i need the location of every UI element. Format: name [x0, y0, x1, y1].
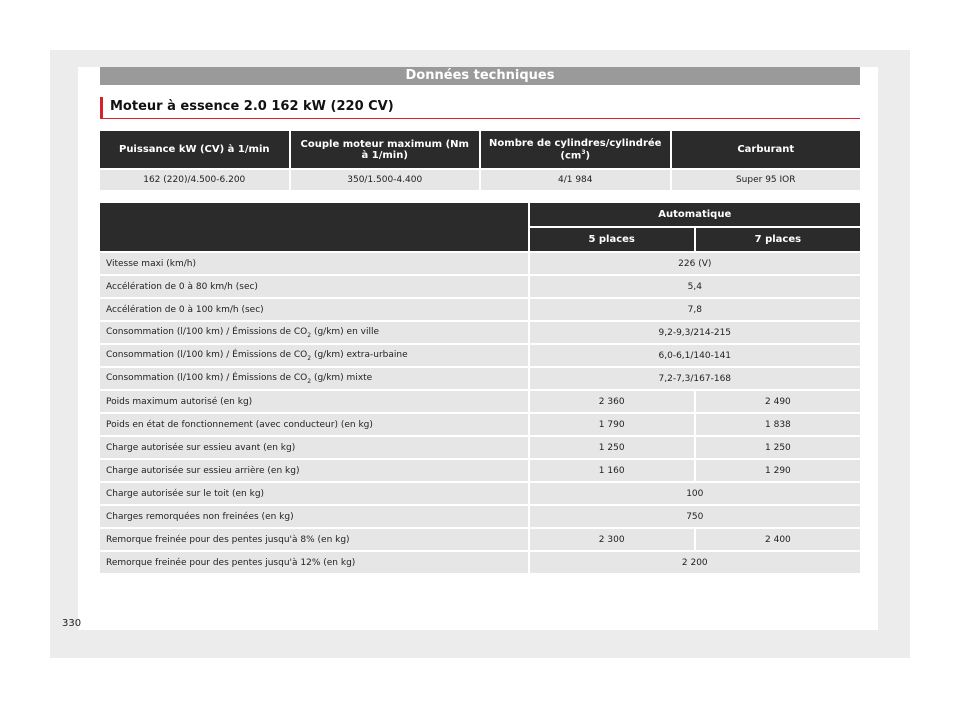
row-label-part-a: Consommation (l/100 km) / Émissions de CO — [106, 372, 308, 383]
row-value: 5,4 — [530, 276, 860, 297]
row-value: 2 200 — [530, 552, 860, 573]
row-label — [100, 345, 528, 366]
column-header-power: Puissance kW (CV) à 1/min — [100, 131, 289, 168]
row-value-5-places: 1 790 — [530, 414, 694, 435]
table-row — [100, 299, 860, 320]
table-row — [100, 322, 860, 343]
row-label — [100, 322, 528, 343]
row-value: 226 (V) — [530, 253, 860, 274]
row-label: Vitesse maxi (km/h) — [100, 253, 528, 274]
row-label: Charge autorisée sur essieu avant (en kg) — [100, 437, 528, 458]
row-label-part-a: Consommation (l/100 km) / Émissions de CO — [106, 326, 308, 337]
row-value: 7,8 — [530, 299, 860, 320]
sub-header-5-places: 5 places — [530, 228, 694, 251]
column-header-cylinders — [481, 131, 670, 168]
row-value-7-places: 1 838 — [696, 414, 860, 435]
table-row — [100, 552, 860, 573]
table-row — [100, 391, 860, 412]
cell-power: 162 (220)/4.500-6.200 — [100, 170, 289, 190]
row-value: 9,2-9,3/214-215 — [530, 322, 860, 343]
table-row — [100, 276, 860, 297]
performance-table — [98, 201, 862, 575]
row-value-7-places: 2 400 — [696, 529, 860, 550]
page-number: 330 — [62, 618, 82, 629]
table-row — [100, 529, 860, 550]
table-row — [100, 437, 860, 458]
section-title-rule — [103, 118, 860, 119]
performance-table-body — [100, 253, 860, 573]
row-label — [100, 368, 528, 389]
row-label: Charge autorisée sur essieu arrière (en kg) — [100, 460, 528, 481]
row-label: Remorque freinée pour des pentes jusqu'à 8% (en kg) — [100, 529, 528, 550]
co2-subscript: 2 — [307, 354, 312, 362]
cylinders-header-sup: 3 — [581, 148, 586, 156]
co2-subscript: 2 — [307, 377, 312, 385]
row-value-5-places: 1 250 — [530, 437, 694, 458]
table-row — [100, 170, 860, 190]
row-label-part-b: (g/km) en ville — [311, 326, 380, 337]
row-label-part-b: (g/km) mixte — [311, 372, 373, 383]
cylinders-header-text: Nombre de cylindres/cylindrée (cm — [489, 137, 662, 162]
row-value: 6,0-6,1/140-141 — [530, 345, 860, 366]
row-value-5-places: 2 360 — [530, 391, 694, 412]
row-value-7-places: 2 490 — [696, 391, 860, 412]
cylinders-header-close: ) — [585, 150, 591, 162]
section-title — [100, 97, 860, 119]
chapter-header: Données techniques — [100, 67, 860, 85]
column-header-fuel: Carburant — [672, 131, 861, 168]
row-label-part-a: Consommation (l/100 km) / Émissions de CO — [106, 349, 308, 360]
co2-subscript: 2 — [307, 331, 312, 339]
table-row — [100, 483, 860, 504]
row-label: Accélération de 0 à 100 km/h (sec) — [100, 299, 528, 320]
row-label: Poids en état de fonctionnement (avec conducteur) (en kg) — [100, 414, 528, 435]
column-header-torque: Couple moteur maximum (Nm à 1/min) — [291, 131, 480, 168]
section-title-text: Moteur à essence 2.0 162 kW (220 CV) — [110, 99, 394, 114]
table-row — [100, 368, 860, 389]
blank-header-cell — [100, 203, 528, 251]
row-value: 100 — [530, 483, 860, 504]
table-row — [100, 460, 860, 481]
table-row — [100, 345, 860, 366]
row-value: 7,2-7,3/167-168 — [530, 368, 860, 389]
cell-torque: 350/1.500-4.400 — [291, 170, 480, 190]
row-value: 750 — [530, 506, 860, 527]
cell-cylinders: 4/1 984 — [481, 170, 670, 190]
table-row — [100, 506, 860, 527]
row-value-5-places: 2 300 — [530, 529, 694, 550]
group-header-row — [100, 203, 860, 226]
row-label: Charges remorquées non freinées (en kg) — [100, 506, 528, 527]
row-label: Accélération de 0 à 80 km/h (sec) — [100, 276, 528, 297]
row-value-7-places: 1 290 — [696, 460, 860, 481]
engine-specs-table — [98, 129, 862, 192]
row-label: Charge autorisée sur le toit (en kg) — [100, 483, 528, 504]
row-value-7-places: 1 250 — [696, 437, 860, 458]
row-label-part-b: (g/km) extra-urbaine — [311, 349, 408, 360]
row-label: Poids maximum autorisé (en kg) — [100, 391, 528, 412]
cell-fuel: Super 95 IOR — [672, 170, 861, 190]
table-header-row — [100, 131, 860, 168]
table-row — [100, 253, 860, 274]
row-value-5-places: 1 160 — [530, 460, 694, 481]
table-row — [100, 414, 860, 435]
row-label: Remorque freinée pour des pentes jusqu'à 12% (en kg) — [100, 552, 528, 573]
group-header-automatic: Automatique — [530, 203, 860, 226]
sub-header-7-places: 7 places — [696, 228, 860, 251]
